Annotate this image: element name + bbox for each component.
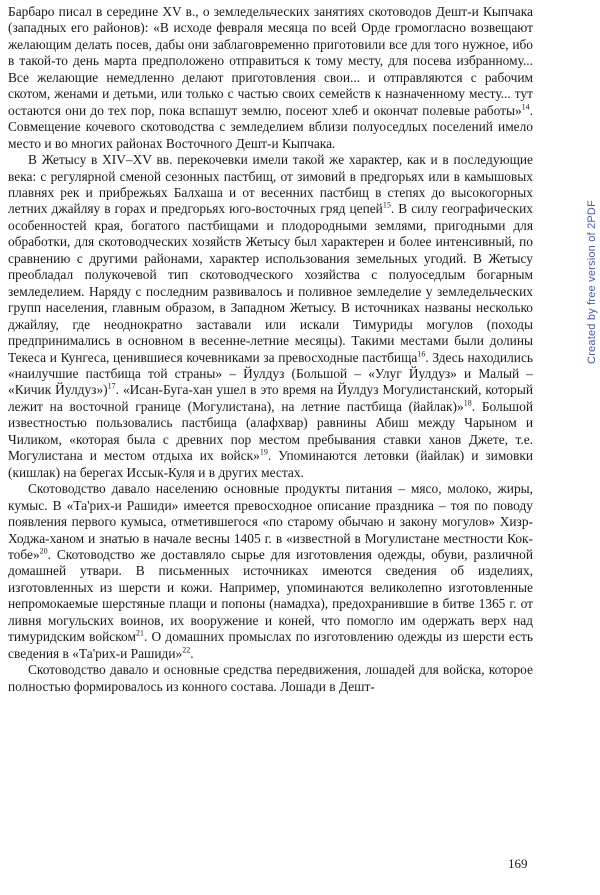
footnote-marker: 22	[182, 645, 191, 655]
footnote-marker: 14	[521, 102, 530, 112]
text-run: . Большой известностью пользовались пастбища (алафхвар) равнины Абиш между Чарыном и Чиликом, «которая была с древних пор местом пребывания ставки ханов Джете, т.е. Могулистана и местом отдыха их войск»	[8, 398, 533, 464]
text-run: В Жетысу в XIV–XV вв. перекочевки имели такой же характер, как и в последующие века: с регулярной сменой сезонных пастбищ, от зимовий в предгорьях или в камышовых плавнях рек и прибрежьях Балхаша и от весенних пастбищ в степях до высокогорных летних джайляу в горах и предгорьях юго-восточных гряд цепей	[8, 152, 533, 217]
text-run: . Здесь находились «наилучшие пастбища той страны» – Йулдуз (Большой – «Улуг Йулдуз» и Малый – «Кичик Йулдуз»)	[8, 349, 533, 398]
paragraph-1	[8, 4, 533, 152]
footnote-marker: 15	[382, 200, 391, 210]
text-run: . Скотоводство же доставляло сырье для изготовления одежды, обуви, различной домашней утвари. В письменных источниках имеются сведения об изделиях, изготовленных из шерсти и кожи. Например, упоминаются великолепно изготовленные непромокаемые шерстяные плащи и попоны (намадха), предохранившие в битве 1365 г. от ливня могульских воинов, их вооружение и коней, что помогло им одержать верх над тимуридским войском	[8, 546, 533, 645]
footnote-marker: 17	[107, 381, 116, 391]
text-run: Барбаро писал в середине XV в., о земледельческих занятиях скотоводов Дешт-и Кыпчака (западных его районов): «В исходе февраля месяца по всей Орде громогласно возвещают желающим делать посев, дабы они заблаговременно приготовили все для того нужное, ибо в такой-то день марта предположено отправиться к тому месту, для посева избранному... Все желающие немедленно делают приготовления свои... и отправляются с рабочим скотом, женами и детьми, или только с частью своих семейств к назначенному месту... тут остаются они до тех пор, пока вспашут землю, посеют хлеб и окончат полевые работы»	[8, 4, 533, 118]
paragraph-4	[8, 662, 533, 695]
page-body	[8, 4, 533, 695]
text-run: . В силу географических особенностей края, богатого пастбищами и плодородными землями, пригодными для обработки, для скотоводческих хозяйств Жетысу был характерен и более интенсивный, по сравнению с другими районами, характер использования земельных угодий. В Жетысу преобладал полукочевой тип скотоводческого хозяйства с полуоседлым богарным земледелием. Наряду с последним развивалось и поливное земледелие у земледельческих групп населения, главным образом, в Западном Жетысу. В источниках названы несколько джайляу, где неоднократно заставали или искали Тимуриды могулов (походы предпринимались в основном в весенне-летние месяцы). Такими местами были долины Текеса и Кунгеса, ценившиеся кочевниками за превосходные пастбища	[8, 201, 533, 365]
text-run: Скотоводство давало и основные средства передвижения, лошадей для войска, которое полностью формировалось из конного состава. Лошади в Дешт-	[8, 662, 533, 694]
watermark: Created by free version of 2PDF	[586, 200, 598, 364]
text-run: .	[190, 645, 194, 661]
footnote-marker: 19	[259, 447, 268, 457]
paragraph-2	[8, 152, 533, 481]
footnote-marker: 18	[463, 398, 472, 408]
footnote-marker: 16	[417, 349, 426, 359]
text-run: . О домашних промыслах по изготовлению одежды из шерсти есть сведения в «Та'рих-и Рашиди»	[8, 629, 534, 661]
footnote-marker: 21	[135, 628, 144, 638]
page-number: 169	[508, 856, 528, 871]
text-run: . «Исан-Буга-хан ушел в это время на Йулдуз Могулистанский, который лежит на восточной границе (Могулистана), на летние пастбища (йайлак)»	[8, 382, 533, 414]
text-run: . Совмещение кочевого скотоводства с земледелием вблизи полуоседлых поселений имело место и во многих районах Восточного Дешт-и Кыпчака.	[8, 102, 533, 151]
footnote-marker: 20	[39, 546, 48, 556]
text-run: . Упоминаются летовки (йайлак) и зимовки (кишлак) на берегах Иссык-Куля и в других местах.	[8, 448, 533, 480]
text-run: Скотоводство давало населению основные продукты питания – мясо, молоко, жиры, кумыс. В «Та'рих-и Рашиди» имеется превосходное описание праздника – тоя по поводу появления первого кумыса, отметившегося «по старому обычаю и закону могулов» Хизр-Ходжа-ханом и знатью в начале весны 1405 г. в «известной в Могулистане местности Кок-тобе»	[8, 481, 533, 562]
paragraph-3	[8, 481, 533, 662]
